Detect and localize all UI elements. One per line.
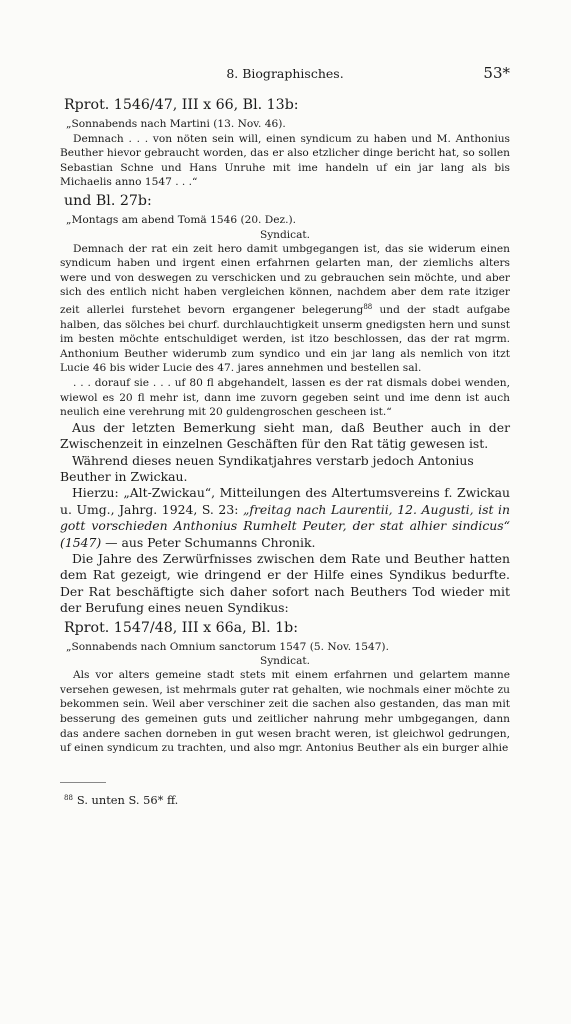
footnote-text: S. unten S. 56* ff. — [76, 792, 179, 807]
footnote-number: 88 — [64, 793, 73, 802]
quote-text-2a-part1: Demnach der rat ein zeit hero damit umbgegangen ist, das sie widerum einen syndicum haben und irgent einen erfahrnen gelarten man, der ziemlichs alters were und von deswegen zu verschicken und zu gebrauchen sein möchte, und aber sich des entlich nicht haben vergleichen können, nachdem aber dem rate itziger zeit allerlei furstehet bevorn ergangener belegerung — [60, 242, 510, 316]
quote-text-2a-part2: und der stadt aufgabe halben, das sölches bei churf. durchlauchtigkeit unserm gnedigsten hern und sunst im besten möchte entschuldiget werden, ist itzo beschlossen, das der rat mgrm. Anthonium Beuther widerumb zum syndico und ein jar lang als nemlich von itzt Lucie 46 bis wider Lucie des 47. jares annehmen und bestellen sal. — [60, 303, 510, 375]
source-heading-1: Rprot. 1546/47, III x 66, Bl. 13b: — [64, 97, 299, 113]
body-paragraph-4: Die Jahre des Zerwürfnisses zwischen dem Rate und Beuther hatten dem Rat gezeigt, wie dringend er der Hilfe eines Syndikus bedurfte. Der Rat beschäftigte sich daher sofort nach Beuthers Tod wieder mit der Berufung eines neuen Syndikus: — [60, 550, 510, 616]
quote-text-3: Als vor alters gemeine stadt stets mit einem erfahrnen und gelartem manne versehen gewesen, ist mehrmals guter rat gehalten, wie nochmals einer möchte zu bekommen sein. Weil aber verschiner zeit die sachen also gestanden, das man mit besserung des gemeinen guts und zeitlicher nahrung mehr umbgegangen, dann das andere sachen dorneben in gut wesen bracht weren, ist gleichwol gedrungen, uf einen syndicum zu trachten, und also mgr. Antonius Beuther als ein burger alhie — [60, 669, 510, 755]
quote-text-2b: . . . dorauf sie . . . uf 80 fl abgehandelt, lassen es der rat dismals dobei wenden, wiewol es 20 fl mehr ist, dann ime zuvorn gegeben seint und ime denn ist auch neulich eine verehrung mit 20 guldengroschen gescheen ist.“ — [60, 376, 510, 419]
quote-date-3: „Sonnabends nach Omnium sanctorum 1547 (5. Nov. 1547). — [66, 640, 389, 653]
quote-subheading-2: Syndicat. — [259, 228, 311, 241]
citation-source: Hierzu: „Alt-Zwickau“, Mitteilungen des Altertumsvereins f. Zwickau u. Umg., Jahrg. 1924, S. 23: — [60, 485, 510, 517]
body-paragraph-1: Aus der letzten Bemerkung sieht man, daß Beuther auch in der Zwischenzeit in einzelnen Geschäften für den Rat tätig gewesen ist. — [60, 419, 510, 452]
footnote — [64, 791, 510, 808]
source-heading-2: und Bl. 27b: — [64, 192, 152, 209]
footnote-rule — [60, 782, 106, 783]
chronicle-quote: „freitag nach Laurentii, 12. Augusti, ist in gott vorschieden Anthonius Rumhelt Peuter, der stat alhier sindicus“ (1547) — [60, 501, 510, 550]
running-header — [60, 66, 510, 88]
quote-text-1: Demnach . . . von nöten sein will, einen syndicum zu haben und M. Anthonius Beuther hievor gebraucht worden, das er also etzlicher dinge bericht hat, so sollen Sebastian Schne und Hans Unruhe mit ime handeln uf ein jar lang als bis Michaelis anno 1547 . . .“ — [60, 132, 510, 189]
chapter-title: 8. Biographisches. — [226, 66, 344, 81]
source-heading-3: Rprot. 1547/48, III x 66a, Bl. 1b: — [64, 619, 299, 636]
page-number: 53* — [483, 64, 510, 82]
quote-subheading-3: Syndicat. — [259, 655, 311, 668]
citation-tail: — aus Peter Schumanns Chronik. — [101, 534, 316, 550]
quote-date-2: „Montags am abend Tomä 1546 (20. Dez.). — [66, 213, 296, 226]
footnote-ref: 88 — [363, 302, 373, 311]
body-paragraph-2: Während dieses neuen Syndikatjahres verstarb jedoch Antonius Beuther in Zwickau. — [60, 452, 474, 484]
page — [60, 66, 510, 808]
quote-text-2a — [60, 242, 510, 376]
quote-date-1: „Sonnabends nach Martini (13. Nov. 46). — [66, 118, 286, 130]
body-paragraph-3 — [60, 485, 510, 551]
